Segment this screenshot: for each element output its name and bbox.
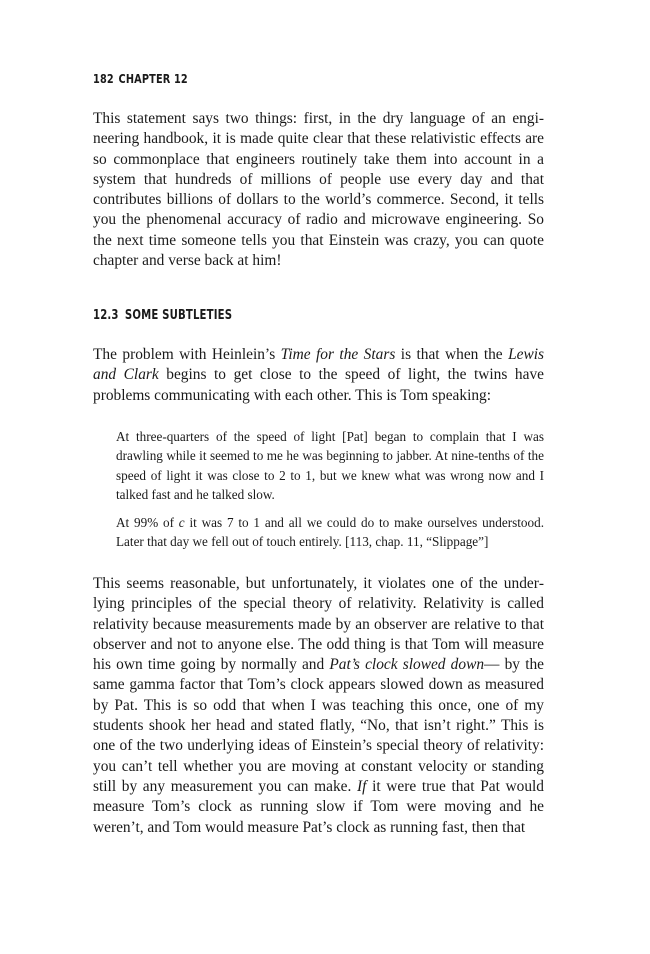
page-number: 182 (93, 71, 114, 86)
ship-name-italic: Lewis and Clark (93, 346, 544, 384)
paragraph-1: This statement says two things: first, in the dry language of an engineering handbook, it is made quite clear that these relativistic effects are so commonplace that engineers routinely take them into account in a system that hundreds of millions of people use every day and that contributes billions of dollars to the world’s commerce. Second, it tells you the phenomenal accuracy of radio and microwave engineering. So the next time someone tells you that Einstein was crazy, you can quote chapter and verse back at him! (93, 110, 544, 270)
paragraph-2-text-2: is that when the (395, 346, 509, 363)
chapter-label: CHAPTER 12 (118, 71, 188, 86)
running-head (93, 71, 188, 86)
block-quote-2 (116, 513, 544, 552)
paragraph-2-text-3: begins to get close to the speed of light, the twins have problems communicating with each other. This is Tom speaking: (93, 366, 544, 404)
block-quote-2-text-1: At 99% of (116, 515, 179, 530)
paragraph-2 (93, 345, 544, 406)
paragraph-3-text-2: — by the same gamma factor that Tom’s clock appears slowed down as measured by Pat. This is so odd that when I was teaching this once, one of my students shook her head and stated flatly, “No, that isn’t right.” This is one of the two underlying ideas of Einstein’s special theory of relativity: you can’t tell whether you are moving at constant velocity or standing still by any measurement you can make. (93, 656, 544, 795)
section-number: 12.3 (93, 308, 119, 323)
paragraph-3-text-1: This seems reasonable, but unfortunately, it violates one of the underlying principles of the special theory of relativity. Relativity is called relativity because measurements made by an observer are relative to that observer and not to anyone else. The odd thing is that Tom will measure his own time going by normally and (93, 575, 544, 674)
emphasis-italic-1: Pat’s clock slowed down (329, 656, 485, 674)
paragraph-3-text-3: it were true that Pat would measure Tom’s clock as running slow if Tom were moving and he weren’t, and Tom would measure Pat’s clock as running fast, then that (93, 777, 544, 836)
paragraph-2-text-1: The problem with Heinlein’s (93, 346, 281, 363)
book-title-italic: Time for the Stars (280, 346, 396, 363)
paragraph-3 (93, 574, 544, 838)
block-quote-1: At three-quarters of the speed of light [Pat] began to complain that I was drawling while it seemed to me he was beginning to jabber. At nine-tenths of the speed of light it was close to 2 to 1, but we knew what was wrong now and I talked fast and he talked slow. (116, 429, 544, 502)
section-title: SOME SUBTLETIES (124, 308, 233, 323)
emphasis-italic-2: If (357, 777, 367, 795)
block-quote-2-text-2: it was 7 to 1 and all we could do to make ourselves understood. Later that day we fell out of touch entirely. [113, chap. 11, “Slippage”] (116, 515, 544, 550)
section-heading (93, 308, 232, 323)
speed-of-light-symbol: c (178, 515, 185, 530)
